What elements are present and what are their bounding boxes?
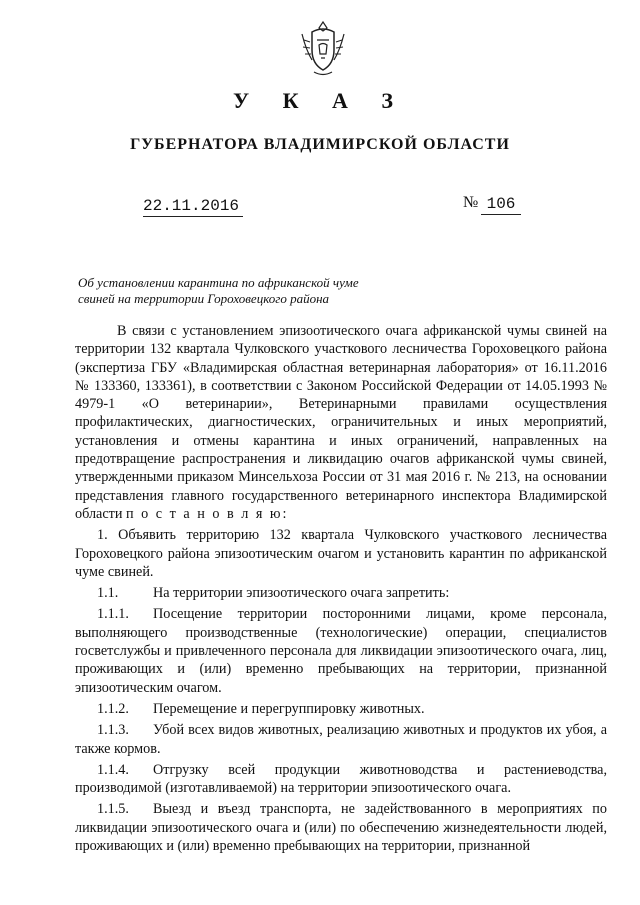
document-title: У К А З: [232, 88, 408, 113]
item-1-1-1-text: Посещение территории посторонними лицами, кроме персонала, выполняющего производственные (технологические) операции, специалистов госветслужбы и привлеченного персонала для ликвидации эпизоотического очага, лиц, проживающих и (или) временно пребывающих на территории, признанной эпизоотическим очагом.: [75, 606, 607, 696]
item-1-1-2-number: 1.1.2.: [97, 700, 129, 717]
coat-of-arms-emblem: [298, 20, 348, 78]
item-1-1-5-number: 1.1.5.: [97, 801, 129, 818]
item-1-1-3-text: Убой всех видов животных, реализацию животных и продуктов их убоя, а также кормов.: [75, 722, 607, 757]
subject-line-2: свиней на территории Гороховецкого района: [78, 291, 330, 306]
item-1-1-number: 1.1.: [97, 585, 119, 602]
item-1-1-2-text: Перемещение и перегруппировку животных.: [153, 700, 425, 717]
item-1-1-1-number: 1.1.1.: [97, 606, 129, 623]
preamble-text: В связи с установлением эпизоотического очага африканской чумы свиней на территории 132 квартала Чулковского участкового лесничества Гороховецкого района (экспертиза ГБУ «Владимирская областная ветеринарная лаборатория» от 16.11.2016 № 133360, 133361), в соответствии с Законом Российской Федерации от 14.05.1993 № 4979-1 «О ветеринарии», Ветеринарными правилами осуществления профилактических, диагностических, ограничительных и иных мероприятий, установления и отмены карантина и иных ограничений, направленных на предотвращение распространения и ликвидацию очагов африканской чумы свиней, утвержденными приказом Минсельхоза России от 31 мая 2016 г. № 213, на основании представления главного государственного ветеринарного инспектора Владимирской области: [75, 323, 607, 522]
decree-subject: [78, 275, 378, 307]
item-1-1-text: На территории эпизоотического очага запретить:: [153, 585, 450, 602]
decree-word: п о с т а н о в л я ю:: [125, 505, 289, 522]
document-subtitle: ГУБЕРНАТОРА ВЛАДИМИРСКОЙ ОБЛАСТИ: [130, 136, 510, 153]
item-1-1-4-text: Отгрузку всей продукции животноводства и растениеводства, производимой (изготавливаемой) на территории эпизоотического очага.: [75, 761, 607, 797]
item-1-1-1: [75, 605, 607, 696]
item-1-1-3: [75, 721, 607, 758]
item-1-1: [75, 584, 607, 602]
item-1-1-5-text: Выезд и въезд транспорта, не задействованного в мероприятиях по ликвидации эпизоотического очага и (или) по обеспечению жизнедеятельности людей, проживающих и (или) временно пребывающих на территории, признанной: [75, 801, 607, 855]
item-1: 1. Объявить территорию 132 квартала Чулковского участкового лесничества Гороховецкого района эпизоотическим очагом и установить карантин по африканской чуме свиней.: [75, 527, 607, 580]
item-1-1-2: [75, 700, 607, 718]
decree-number: 106: [481, 194, 521, 215]
item-1-1-3-number: 1.1.3.: [97, 722, 129, 739]
decree-body: [75, 322, 607, 858]
subject-line-1: Об установлении карантина по африканской чуме: [78, 275, 359, 290]
decree-date: 22.11.2016: [143, 196, 243, 217]
preamble-paragraph: [75, 322, 607, 523]
number-sign: №: [463, 194, 479, 211]
item-1-1-4: [75, 761, 607, 798]
item-1-1-4-number: 1.1.4.: [97, 761, 129, 778]
item-1-1-5: [75, 800, 607, 855]
